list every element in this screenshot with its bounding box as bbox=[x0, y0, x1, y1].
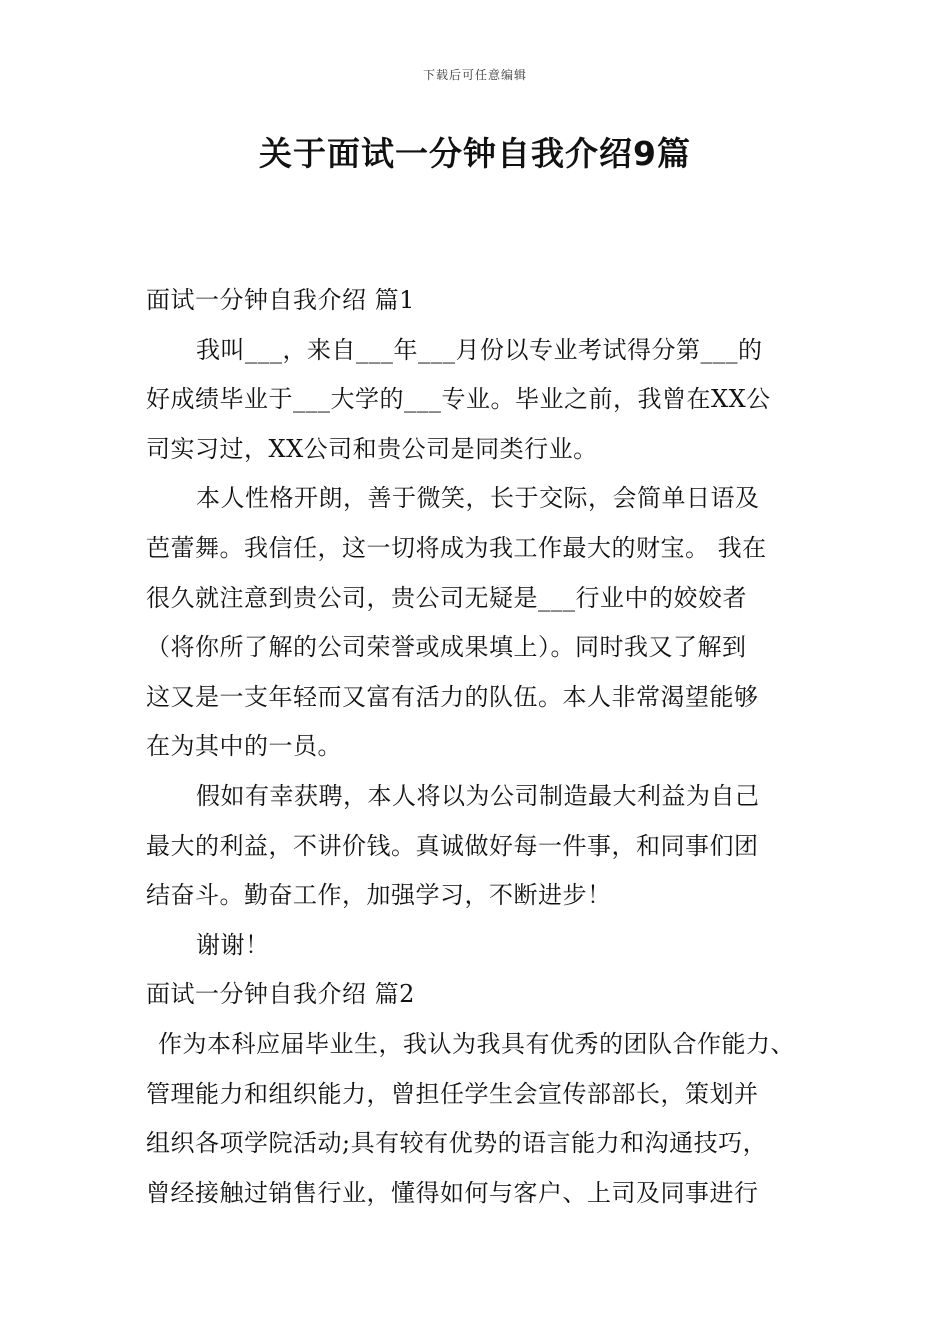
paragraph-line: 本人性格开朗，善于微笑，长于交际，会简单日语及 bbox=[196, 484, 760, 513]
paragraph-line: 我叫___，来自___年___月份以专业考试得分第___的 bbox=[196, 335, 763, 364]
paragraph-line: 结奋斗。勤奋工作，加强学习，不断进步！ bbox=[146, 881, 612, 910]
section-heading-1: 面试一分钟自我介绍 篇1 bbox=[146, 286, 415, 314]
paragraph-line: 曾经接触过销售行业，懂得如何与客户、上司及同事进行 bbox=[146, 1178, 759, 1207]
section-heading-2: 面试一分钟自我介绍 篇2 bbox=[146, 980, 415, 1009]
paragraph-line: 这又是一支年轻而又富有活力的队伍。本人非常渴望能够 bbox=[146, 682, 759, 711]
header-note: 下载后可任意编辑 bbox=[422, 68, 527, 82]
paragraph-line: 好成绩毕业于___大学的___专业。毕业之前，我曾在XX公 bbox=[146, 385, 771, 414]
document-body bbox=[146, 276, 818, 1218]
paragraph-line: （将你所了解的公司荣誉或成果填上）。同时我又了解到 bbox=[146, 633, 747, 662]
paragraph-line: 作为本科应届毕业生，我认为我具有优秀的团队合作能力、 bbox=[158, 1029, 795, 1058]
paragraph-line: 组织各项学院活动;具有较有优势的语言能力和沟通技巧， bbox=[146, 1129, 768, 1158]
document-title: 关于面试一分钟自我介绍9篇 bbox=[259, 134, 691, 173]
paragraph-line: 在为其中的一员。 bbox=[146, 732, 342, 761]
paragraph-line: 最大的利益，不讲价钱。真诚做好每一件事，和同事们团 bbox=[146, 831, 759, 860]
paragraph-line: 芭蕾舞。我信任，这一切将成为我工作最大的财宝。 我在 bbox=[146, 533, 767, 562]
paragraph-line: 谢谢！ bbox=[196, 930, 270, 959]
paragraph-line: 管理能力和组织能力，曾担任学生会宣传部部长，策划并 bbox=[146, 1079, 759, 1108]
paragraph-line: 假如有幸获聘，本人将以为公司制造最大利益为自己 bbox=[196, 781, 760, 810]
paragraph-line: 司实习过，XX公司和贵公司是同类行业。 bbox=[146, 434, 598, 463]
paragraph-line: 很久就注意到贵公司，贵公司无疑是___行业中的姣姣者 bbox=[146, 583, 747, 612]
